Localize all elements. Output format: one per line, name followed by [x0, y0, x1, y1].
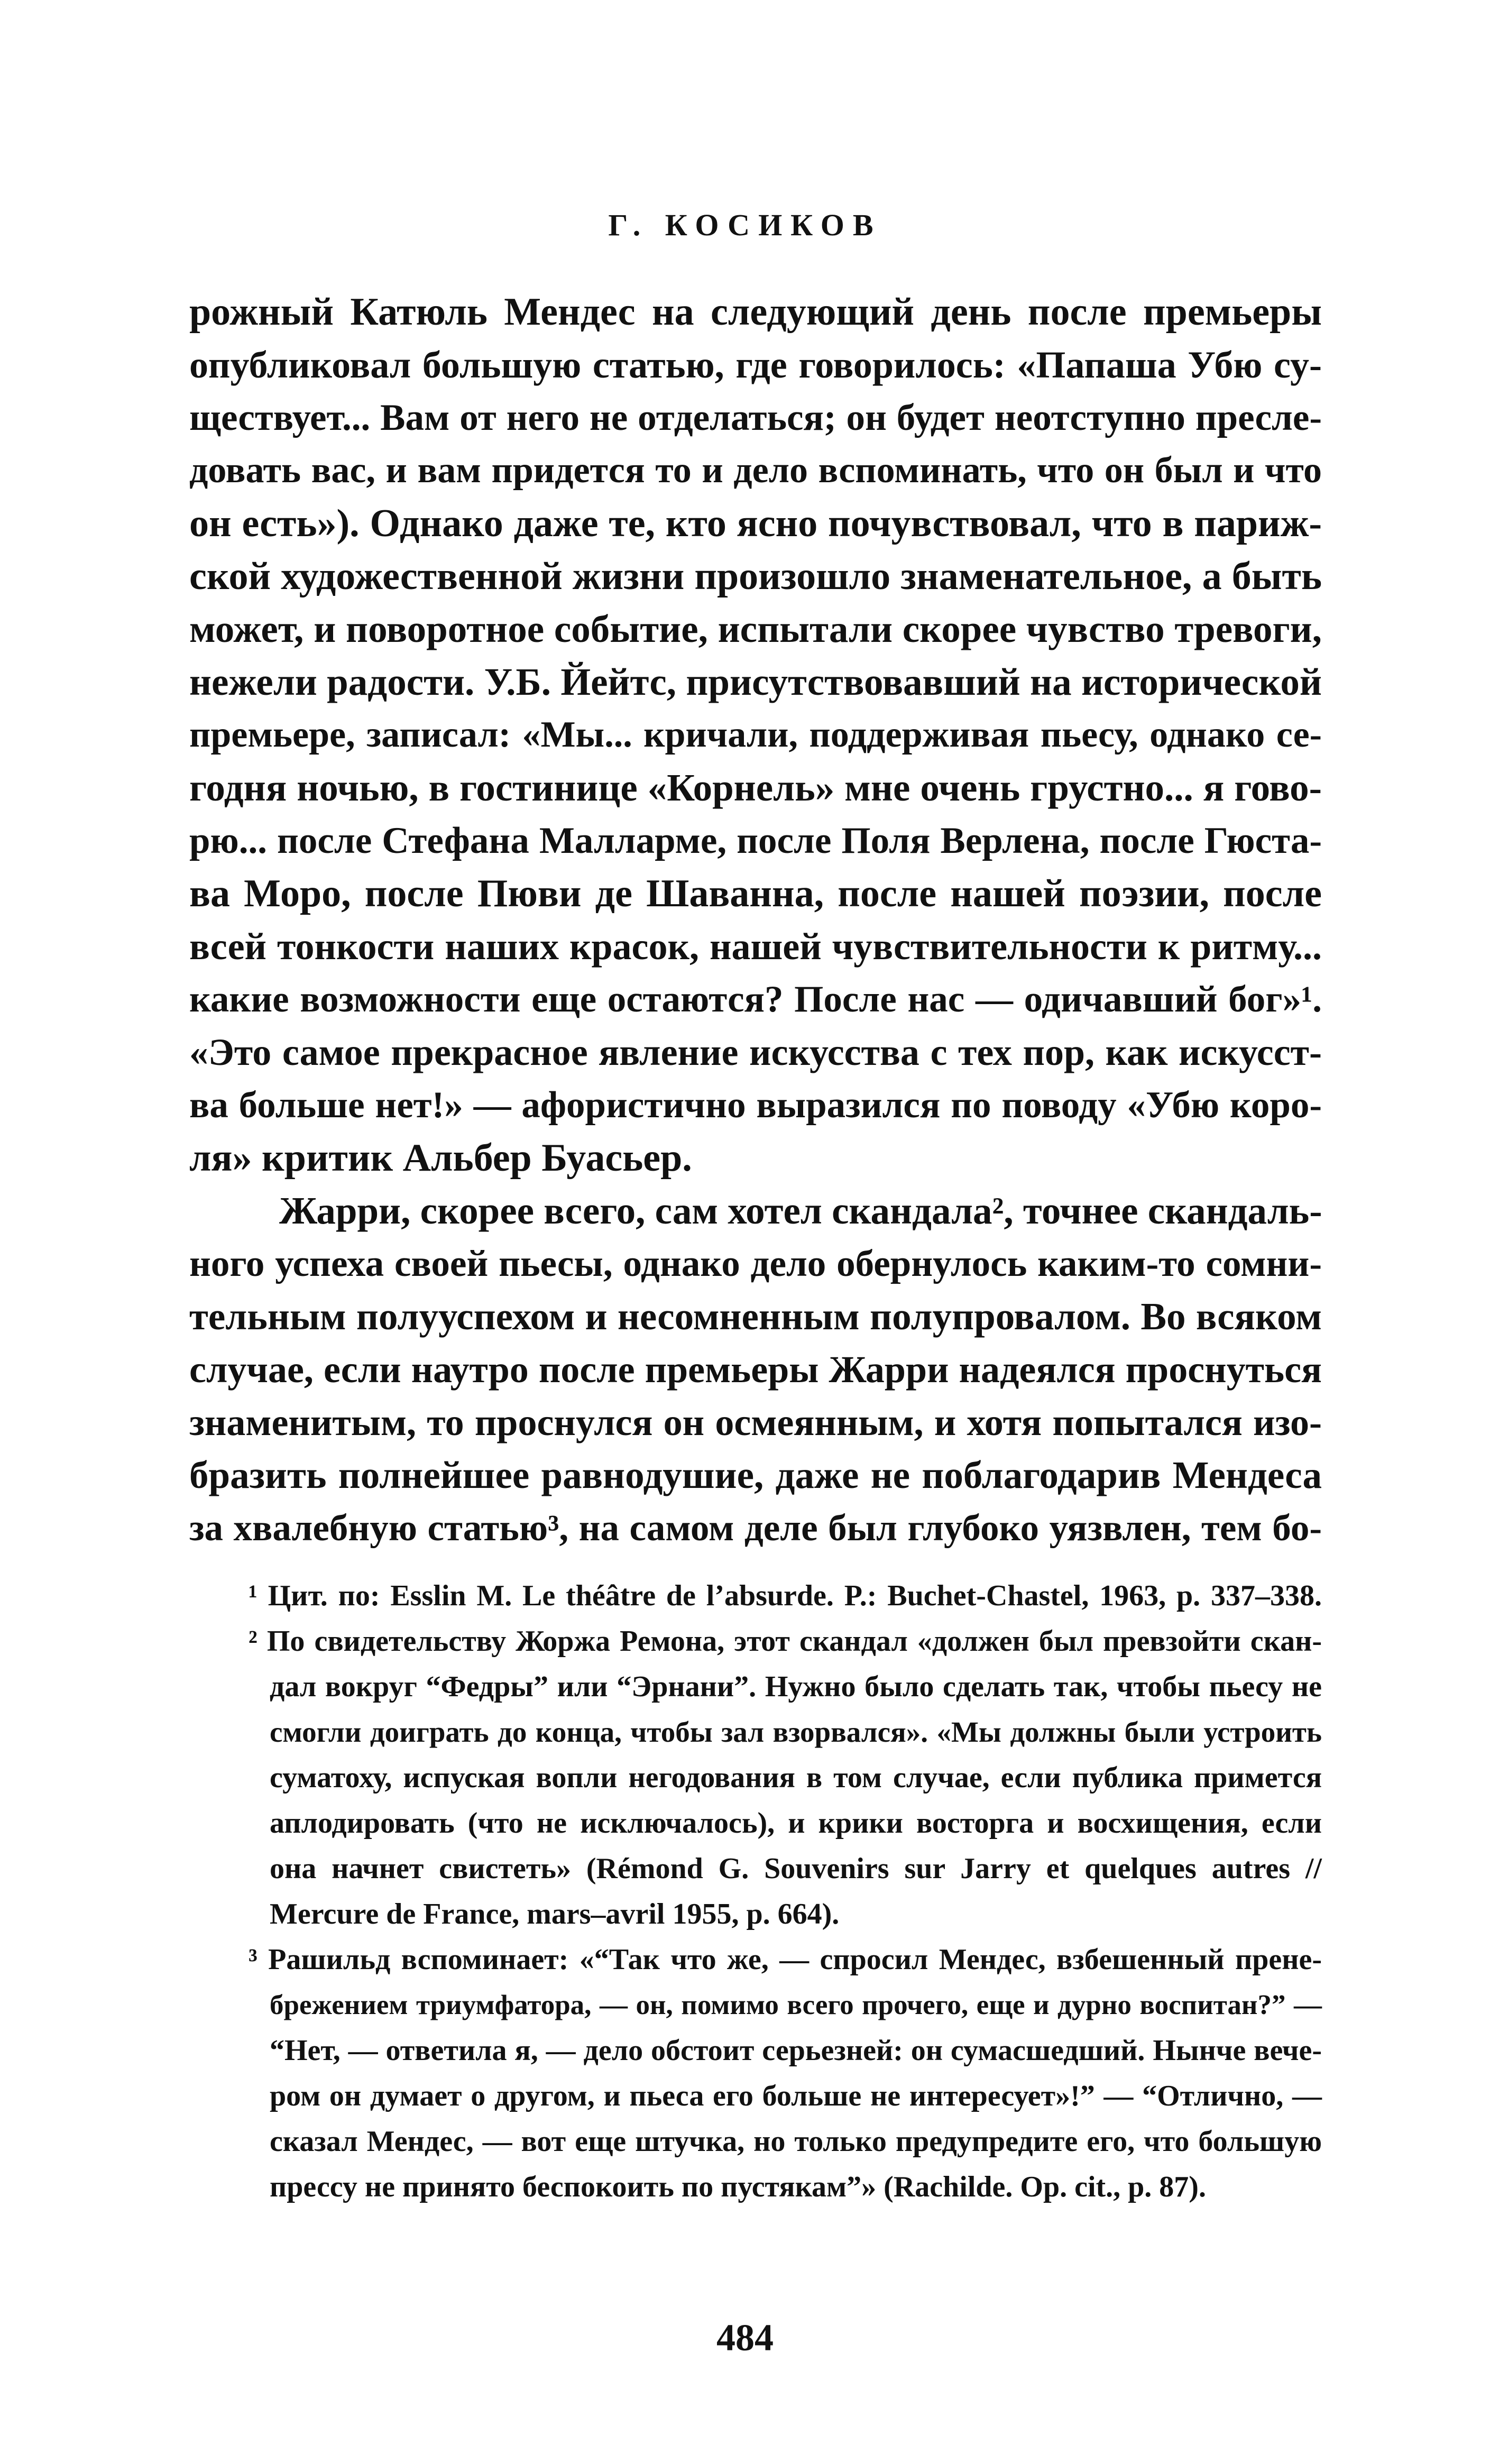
footnote-line: она начнет свистеть» (Rémond G. Souvenirs sur Jarry et quelques autres // [270, 1852, 1322, 1885]
text-line: довать вас, и вам придется то и дело вспоминать, что он был и что [189, 450, 1322, 491]
footnote-line: брежением триумфатора, — он, помимо всего прочего, еще и дурно воспитан?” — [270, 1990, 1322, 2020]
text-line: рю... после Стефана Малларме, после Поля Верлена, после Гюста- [189, 820, 1322, 861]
footnote-1: ¹ Цит. по: Esslin M. Le théâtre de l’absurde. P.: Buchet-Chastel, 1963, p. 337–338. [249, 1579, 1322, 1612]
text-line: он есть»). Однако даже те, кто ясно почувствовал, что в париж- [189, 502, 1322, 545]
footnote-line: прессу не принято беспокоить по пустякам”» (Rachilde. Op. cit., p. 87). [270, 2171, 1206, 2203]
footnote-line: суматоху, испуская вопли негодования в том случае, если публика примется [270, 1761, 1322, 1794]
footnote-line: ром он думает о другом, и пьеса его больше не интересует»!” — “Отлично, — [270, 2080, 1322, 2112]
footnote-3: ³ Рашильд вспоминает: «“Так что же, — спросил Мендес, взбешенный прене- [249, 1943, 1322, 1976]
text-line: всей тонкости наших красок, нашей чувствительности к ритму... [189, 925, 1322, 968]
text-line: ществует... Вам от него не отделаться; он будет неотступно пресле- [189, 397, 1322, 438]
page-number: 484 [716, 2316, 774, 2359]
text-line: может, и поворотное событие, испытали скорее чувство тревоги, [189, 608, 1322, 650]
text-line: ного успеха своей пьесы, однако дело обернулось каким-то сомни- [189, 1243, 1322, 1284]
text-line: ва больше нет!» — афористично выразился по поводу «Убю коро- [189, 1084, 1322, 1126]
footnote-line: дал вокруг “Федры” или “Эрнани”. Нужно было сделать так, чтобы пьесу не [270, 1670, 1322, 1703]
footnotes [249, 1573, 1322, 2210]
footnote-line: смогли доиграть до конца, чтобы зал взорвался». «Мы должны были устроить [270, 1716, 1322, 1748]
text-line: «Это самое прекрасное явление искусства с тех пор, как искусст- [189, 1031, 1322, 1073]
text-line: опубликовал большую статью, где говорилось: «Папаша Убю су- [189, 344, 1322, 386]
text-line: ва Моро, после Пюви де Шаванна, после нашей поэзии, после [189, 872, 1322, 915]
text-line: тельным полууспехом и несомненным полупровалом. Во всяком [189, 1295, 1322, 1338]
text-line: ля» критик Альбер Буасьер. [189, 1136, 692, 1180]
text-line: нежели радости. У.Б. Йейтс, присутствовавший на исторической [189, 660, 1322, 703]
footnote-line: “Нет, — ответила я, — дело обстоит серьезней: он сумасшедший. Нынче вече- [270, 2034, 1322, 2067]
main-text [189, 286, 1322, 1555]
footnote-line: аплодировать (что не исключалось), и крики восторга и восхищения, если [270, 1807, 1322, 1840]
footnote-2: ² По свидетельству Жоржа Ремона, этот скандал «должен был превзойти скан- [249, 1625, 1322, 1658]
text-line: случае, если наутро после премьеры Жарри надеялся проснуться [189, 1348, 1322, 1391]
text-line: ской художественной жизни произошло знаменательное, а быть [189, 555, 1322, 598]
text-line: бразить полнейшее равнодушие, даже не поблагодарив Мендеса [189, 1454, 1322, 1496]
text-line: знаменитым, то проснулся он осмеянным, и хотя попытался изо- [189, 1401, 1322, 1444]
running-head: Г. КОСИКОВ [608, 208, 882, 242]
paragraph-first-line: Жарри, скорее всего, сам хотел скандала², точнее скандаль- [279, 1189, 1322, 1232]
footnote-line: Mercure de France, mars–avril 1955, p. 664). [270, 1898, 840, 1930]
footnote-line: сказал Мендес, — вот еще штучка, но только предупредите его, что большую [270, 2125, 1322, 2158]
text-line: годня ночью, в гостинице «Корнель» мне очень грустно... я гово- [189, 766, 1322, 809]
text-line: за хвалебную статью³, на самом деле был глубоко уязвлен, тем бо- [189, 1507, 1322, 1549]
text-line: премьере, записал: «Мы... кричали, поддерживая пьесу, однако се- [189, 714, 1322, 755]
text-line: какие возможности еще остаются? После нас — одичавший бог»¹. [189, 979, 1322, 1020]
text-line: рожный Катюль Мендес на следующий день после премьеры [189, 290, 1322, 334]
